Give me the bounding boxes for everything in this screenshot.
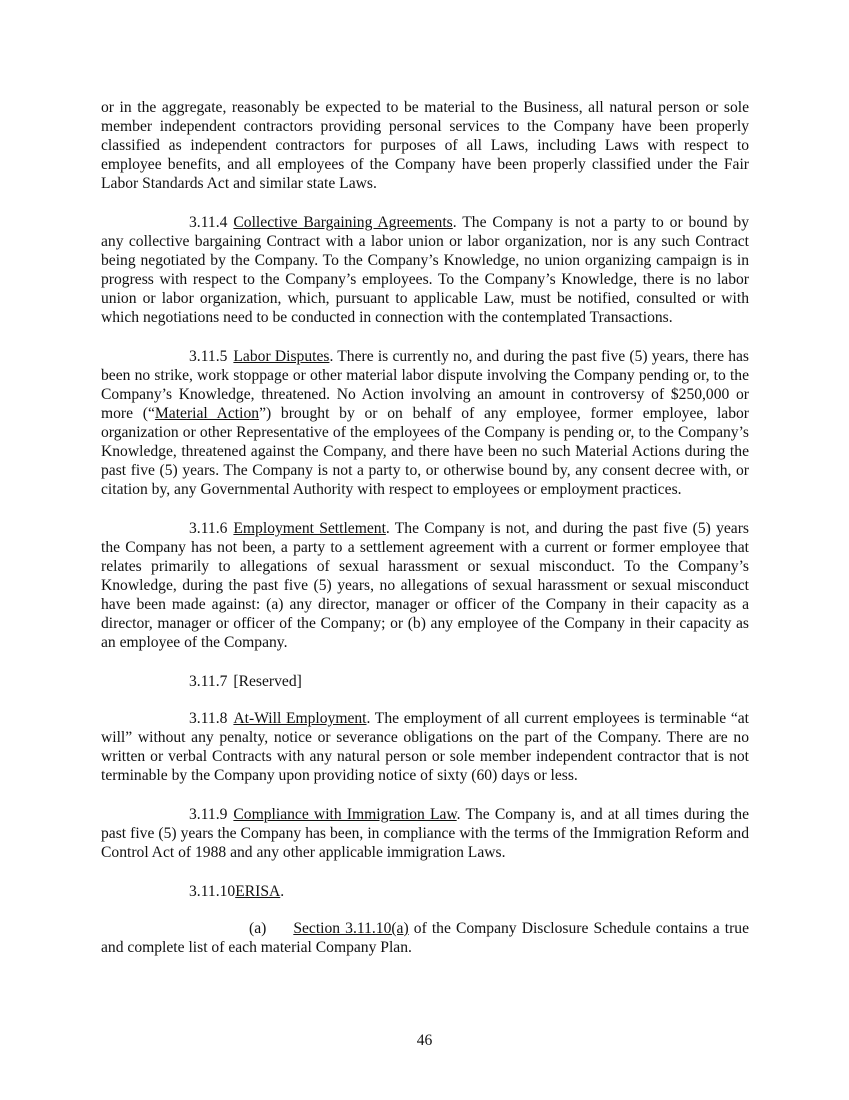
- section-3-11-5: [101, 347, 749, 499]
- section-title: Collective Bargaining Agreements: [233, 214, 453, 231]
- section-body: ”) brought by or on behalf of any employee, former employee, labor organization or other Representative of the employees of the Company is pending or, to the Company’s Knowledge, threatened against the Company, and there have been no such Material Actions during the past five (5) years. The Company is not a party to, or otherwise bound by, any consent decree with, or citation by, any Governmental Authority with respect to employees or employment practices.: [101, 405, 749, 498]
- section-number: 3.11.5: [189, 348, 228, 365]
- section-title: At-Will Employment: [233, 710, 367, 727]
- section-3-11-10-a: [101, 919, 749, 957]
- section-number: 3.11.10: [189, 883, 236, 900]
- cross-reference: Section 3.11.10(a): [293, 920, 409, 937]
- section-number: 3.11.8: [189, 710, 228, 727]
- section-body: . There is currently no, and during the past five (5) years, there has been no strike, work stoppage or other material labor dispute involving the Company pending or, to the Company’s Knowledge, threatened. No Action involving an amount in controversy of $250,000 or more (“: [101, 348, 749, 422]
- section-title-suffix: .: [280, 883, 285, 900]
- section-number: 3.11.9: [189, 806, 228, 823]
- page-number: 46: [416, 1032, 433, 1049]
- document-body: [101, 98, 749, 957]
- section-body: . The Company is, and at all times during the past five (5) years the Company has been, in compliance with the terms of the Immigration Reform and Control Act of 1988 and any other applicable immigration Laws.: [101, 806, 749, 861]
- section-3-11-9: [101, 805, 749, 862]
- intro-paragraph: or in the aggregate, reasonably be expected to be material to the Business, all natural person or sole member independent contractors providing personal services to the Company have been properly classified as independent contractors for purposes of all Laws, including Laws with respect to employee benefits, and all employees of the Company have been properly classified under the Fair Labor Standards Act and similar state Laws.: [101, 99, 749, 192]
- section-3-11-10: [101, 882, 749, 901]
- subsection-body: of the Company Disclosure Schedule contains a true and complete list of each material Company Plan.: [101, 920, 749, 956]
- section-3-11-7: [101, 672, 749, 691]
- section-number: 3.11.4: [189, 214, 228, 231]
- section-title: [Reserved]: [233, 673, 302, 690]
- section-title: ERISA: [235, 883, 281, 900]
- section-3-11-8: [101, 709, 749, 785]
- section-body: . The employment of all current employees is terminable “at will” without any penalty, notice or severance obligations on the part of the Company. There are no written or verbal Contracts with any natural person or sole member independent contractor that is not terminable by the Company upon providing notice of sixty (60) days or less.: [101, 710, 749, 784]
- section-number: 3.11.6: [189, 520, 228, 537]
- section-3-11-6: [101, 519, 749, 652]
- defined-term: Material Action: [154, 405, 260, 422]
- section-title: Compliance with Immigration Law: [233, 806, 457, 823]
- section-title: Employment Settlement: [233, 520, 386, 537]
- section-number: 3.11.7: [189, 673, 228, 690]
- section-title: Labor Disputes: [233, 348, 330, 365]
- section-body: . The Company is not, and during the past five (5) years the Company has not been, a party to a settlement agreement with a current or former employee that relates primarily to allegations of sexual harassment or sexual misconduct. To the Company’s Knowledge, during the past five (5) years, no allegations of sexual harassment or sexual misconduct have been made against: (a) any director, manager or officer of the Company in their capacity as a director, manager or officer of the Company; or (b) any employee of the Company in their capacity as an employee of the Company.: [101, 520, 749, 651]
- section-body: . The Company is not a party to or bound by any collective bargaining Contract with a labor union or labor organization, nor is any such Contract being negotiated by the Company. To the Company’s Knowledge, no union organizing campaign is in progress with respect to the Company’s employees. To the Company’s Knowledge, there is no labor union or labor organization, which, pursuant to applicable Law, must be notified, consulted or with which negotiations need to be conducted in connection with the contemplated Transactions.: [101, 214, 749, 326]
- section-3-11-4: [101, 213, 749, 327]
- subsection-label: (a): [249, 920, 267, 937]
